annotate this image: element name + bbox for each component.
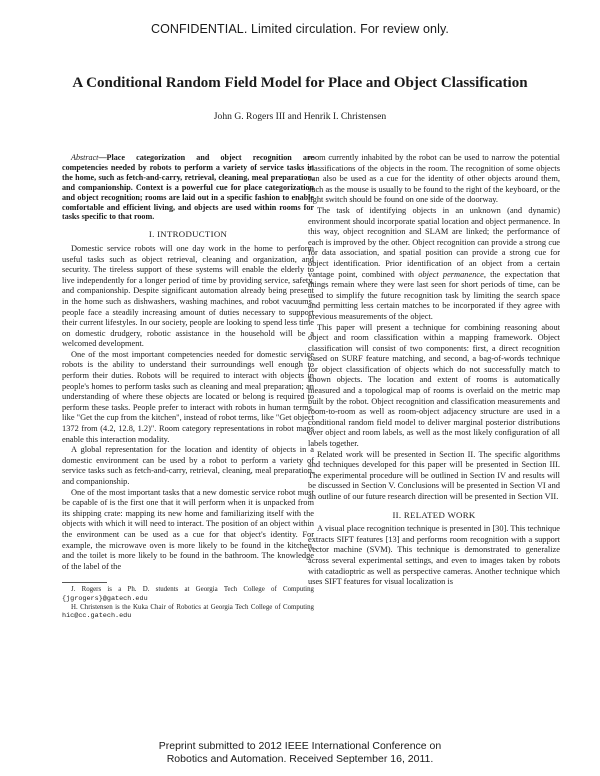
confidential-banner: CONFIDENTIAL. Limited circulation. For review only. <box>150 22 449 36</box>
paper-authors: John G. Rogers III and Henrik I. Christensen <box>213 111 387 122</box>
footnote-author-2: H. Christensen is the Kuka Chair of Robotics at Georgia Tech College of Computing hic@cc.gatech.edu <box>62 603 314 621</box>
author-1-email: {jgrogers}@gatech.edu <box>62 594 148 603</box>
footnote-author-1: J. Rogers is a Ph. D. students at Georgia Tech College of Computing {jgrogers}@gatech.edu <box>62 586 314 603</box>
paragraph: The task of identifying objects in an unknown (and dynamic) environment should incorporate spatial location and object permanence. In this way, object recognition and SLAM are linked; the performance of each is improved by the other. Object recognition can provide a strong cue for data association, and spatial position can provide a strong cue for object identification. Prior identification of an object from a certain vantage point, combined with object permanence, the expectation that things remain where they were last seen for short periods of time, can be used to simplify the future recognition task by limiting the search space and permitting less certain matches to be incorporated if they agree with previous measurements of the object. <box>308 205 561 321</box>
author-2-email: hic@cc.gatech.edu <box>62 612 132 621</box>
section-heading-introduction: I. INTRODUCTION <box>148 229 228 240</box>
emphasis-object-permanence: object permanence <box>418 269 484 279</box>
paragraph: A global representation for the location and identity of objects in a domestic environment can be used by a robot to perform a variety of service tasks such as fetch-and-carry, retrieval, cleaning, meal preparation, and companionship. <box>62 445 314 486</box>
paragraph: room currently inhabited by the robot can be used to narrow the potential classifications of the objects in the room. The recognition of some objects can also be used as a cue for the identity of other objects around them, such as the mouse is usually to be found to the right of the keyboard, or the light switch should be found on one side of the doorway. <box>308 153 560 205</box>
abstract-label: Abstract <box>71 153 99 162</box>
paper-title: A Conditional Random Field Model for Place and Object Classification <box>72 75 528 91</box>
paragraph: A visual place recognition technique is presented in [30]. This technique extracts SIFT features [13] and performs room recognition with a support vector machine (SVM). This technique is demonstrated to generalize across several experimental settings, and even to images taken by robots with catadioptric as well as perspective cameras. Another technique which uses SIFT features for visual localization is <box>308 524 560 587</box>
paragraph: One of the most important competencies needed for domestic service robots is the ability to understand their surroundings well enough to perform their duties. Robots will be required to interact with objects in people's homes to perform tasks such as cleaning and meal preparation; an understanding of where these objects are located or belong is required to perform these tasks. People prefer to interact with robots in human terms, like "Get the cup from the kitchen", instead of robot terms, like "Get object 1372 from (4.2, 12.8, 1.2)". Room category representations in robot maps enable this interaction modality. <box>62 349 314 444</box>
abstract-dash: — <box>98 153 107 162</box>
paragraph: Related work will be presented in Section II. The specific algorithms and techniques developed for this paper will be presented in Section III. The experimental procedure will be outlined in Section IV and results will be discussed in Section V. Conclusions will be presented in Section VI and an outline of our future research direction will be presented in Section VII. <box>308 449 560 501</box>
paragraph: This paper will present a technique for combining reasoning about object and room classification within a mapping framework. Object classification will consist of two components: first, a direct recognition based on SURF feature matching, and second, a bag-of-words technique for object classification of objects which do not successfully match to known objects. The location and extent of rooms is automatically measured and a topological map of rooms is overlaid on the metric map built by the robot. Object recognition and classification measurements and room-to-room as well as room-object adjacency structure are used in a conditional random field model to deliver marginal posterior distributions over object and room labels, as well as the most likely configuration of all labels together. <box>308 322 560 449</box>
section-heading-related-work: II. RELATED WORK <box>392 509 476 520</box>
paragraph: One of the most important tasks that a new domestic service robot must be capable of is the first one that it will perform when it is unpacked from its shipping crate: mapping its new home and familiarizing itself with the objects with which it will need to interact. The position of an object within the environment can be used as a cue for that object's identity. For example, the microwave oven is more likely to be found in the kitchen, and the toilet is more likely to be found in the bathroom. The knowledge of the label of the <box>62 487 314 571</box>
footer-line-1: Preprint submitted to 2012 IEEE International Conference on <box>158 740 442 752</box>
footer-line-2: Robotics and Automation. Received September 16, 2011. <box>166 753 434 765</box>
preprint-footer <box>0 740 600 766</box>
abstract-text: Place categorization and object recognition are competencies needed by robots to perform a variety of service tasks in the home, such as fetch-and-carry, retrieval, cleaning, meal preparation, and companionship. Context is a powerful cue for place categorization and object recognition; rooms are laid out in a specific fashion to enable comfortable and efficient living, and objects are used within rooms for tasks specific to that room. <box>62 153 314 222</box>
footnote-divider <box>62 582 107 583</box>
right-column <box>308 153 560 588</box>
left-column <box>62 153 314 621</box>
abstract <box>62 153 314 222</box>
paragraph: Domestic service robots will one day work in the home to perform useful tasks such as object retrieval, cleaning and organization, and security. The tireless support of these systems will enable the elderly to live independently for a longer period of time by providing service, safety, and companionship. Despite significant automation already being present in the home such as dishwashers, washing machines, and robot vacuums, people face a steadily increasing amount of duties necessary to support their current lifestyles. In our society, people are looking to spend less time on domestic drudgery, robotic assistance in the household will be a welcomed development. <box>62 243 314 349</box>
